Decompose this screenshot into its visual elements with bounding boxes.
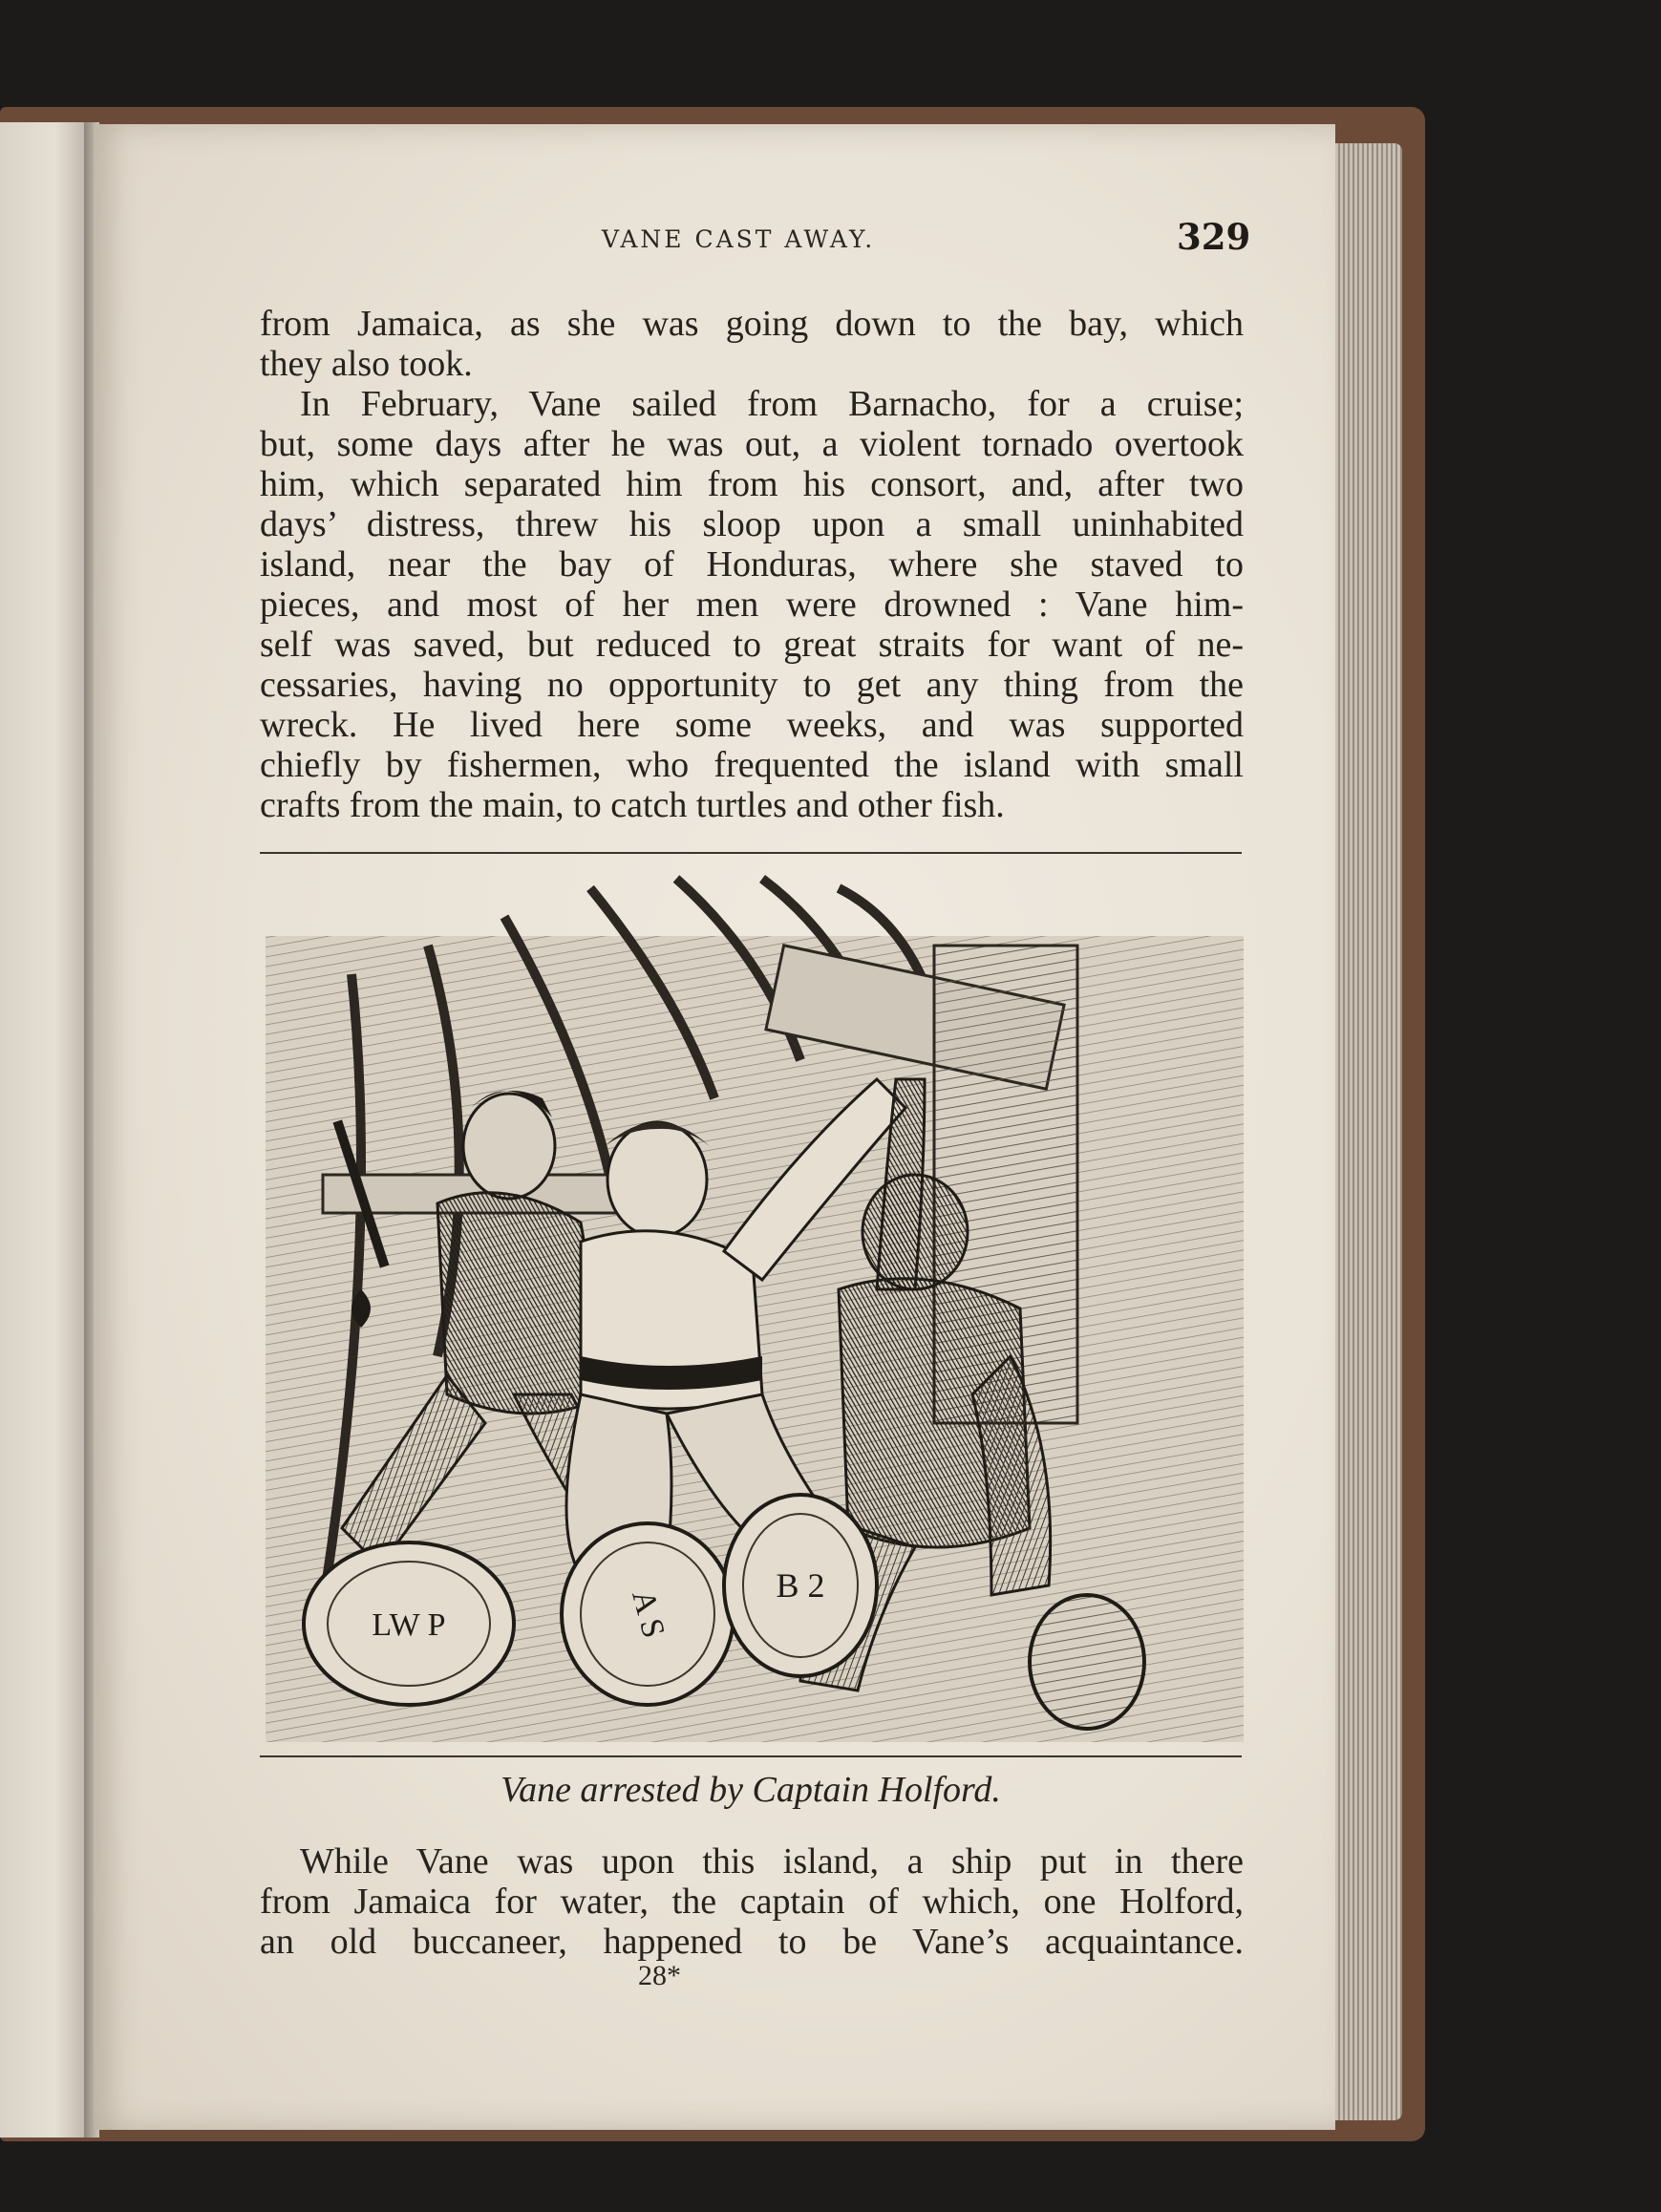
text-line: from Jamaica for water, the captain of which, one Holford, bbox=[260, 1882, 1244, 1922]
text-line: island, near the bay of Honduras, where she staved to bbox=[260, 544, 1244, 585]
text-line: wreck. He lived here some weeks, and was supported bbox=[260, 705, 1244, 745]
barrel-mark: B 2 bbox=[776, 1566, 825, 1605]
left-page-edge bbox=[0, 122, 92, 2138]
body-text-top bbox=[260, 304, 1244, 825]
page-number: 329 bbox=[1177, 216, 1251, 258]
text-line: crafts from the main, to catch turtles and other fish. bbox=[260, 785, 1005, 825]
page-edges bbox=[1326, 143, 1402, 2120]
text-line: days’ distress, threw his sloop upon a small uninhabited bbox=[260, 504, 1244, 544]
barrel-mark: A S bbox=[625, 1585, 671, 1642]
illustration-top-rule bbox=[260, 852, 1242, 854]
running-head: VANE CAST AWAY. bbox=[602, 225, 876, 253]
illustration-bottom-rule bbox=[260, 1755, 1242, 1757]
text-line: While Vane was upon this island, a ship put in there bbox=[300, 1841, 1244, 1882]
text-line: but, some days after he was out, a violent tornado overtook bbox=[260, 424, 1244, 464]
illustration-caption: Vane arrested by Captain Holford. bbox=[500, 1770, 1001, 1810]
text-line: cessaries, having no opportunity to get any thing from the bbox=[260, 665, 1244, 705]
text-line: self was saved, but reduced to great straits for want of ne- bbox=[260, 625, 1244, 665]
signature-mark: 28* bbox=[638, 1960, 681, 1991]
text-line: chiefly by fishermen, who frequented the island with small bbox=[260, 745, 1244, 785]
body-text-bottom bbox=[260, 1841, 1244, 1962]
barrel-mark: LW P bbox=[372, 1607, 446, 1643]
text-line: In February, Vane sailed from Barnacho, for a cruise; bbox=[300, 384, 1244, 424]
text-line: from Jamaica, as she was going down to the bay, which bbox=[260, 304, 1244, 344]
text-line: him, which separated him from his consort, and, after two bbox=[260, 464, 1244, 504]
text-line: they also took. bbox=[260, 344, 473, 384]
woodcut-illustration bbox=[266, 860, 1244, 1754]
text-line: pieces, and most of her men were drowned : Vane him- bbox=[260, 585, 1244, 625]
text-line: an old buccaneer, happened to be Vane’s acquaintance. bbox=[260, 1922, 1244, 1962]
